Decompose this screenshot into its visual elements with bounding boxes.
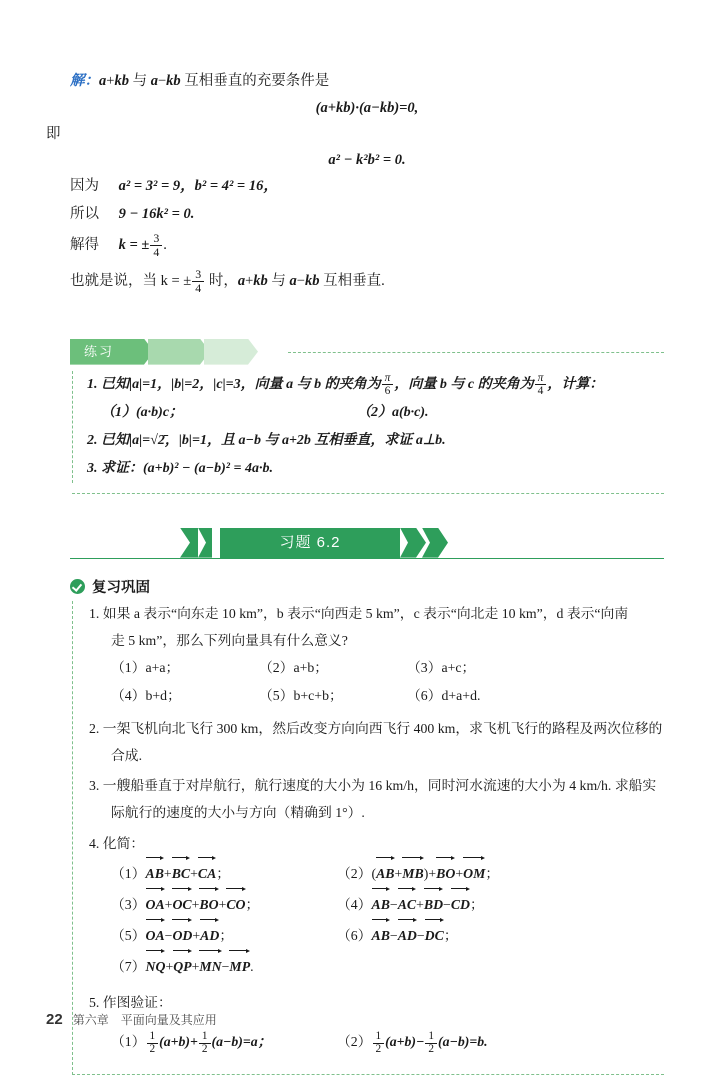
footer-chapter: 第六章 平面向量及其应用 [72,1013,217,1027]
conclusion-kb2: kb [304,272,320,289]
fraction-3-4 [150,232,162,258]
xiti-q1-option-5: （5）b+c+b； [259,688,343,704]
expr-jiede-tail: . [163,237,167,254]
q4-3-op2: + [191,897,200,913]
vector-NQ-7: NQ [146,951,166,982]
page-footer [46,1011,217,1028]
solution-block [46,68,664,301]
conclusion-plus: + [245,272,254,289]
xiti-q4-item-6 [337,920,563,951]
xiti-q1-option-3: （3）a+c； [407,660,476,676]
xiti-q4-item-3 [111,889,337,920]
q4-2-end: ； [485,866,500,882]
vector-OC-3: OC [172,889,191,920]
solution-label: 解： [70,73,99,89]
xiti-q3-line2: 际航行的速度的大小与方向（精确到 1°）. [111,805,365,821]
xiti-q4-item-7 [111,951,571,982]
xiti-q1-option-6: （6）d+a+d. [407,688,481,704]
conclusion-tail: 互相垂直. [319,272,385,289]
equation-1: (a+kb)·(a−kb)=0, [315,99,419,116]
xiti-q1-line2: 走 5 km”，那么下列向量具有什么意义? [111,632,348,648]
text-yu-1: 与 [128,73,151,89]
expr-a1: a [99,73,107,89]
q4-4-op2: + [416,897,424,913]
xiti-q3-line1: 3. 一艘船垂直于对岸航行，航行速度的大小为 16 km/h，同时河水流速的大小为 4 km/h. 求船实 [89,778,657,794]
q4-5-op2: + [192,928,201,944]
xiti-q5-item-2 [337,1021,563,1062]
q4-3-prefix: （3） [111,897,146,913]
q4-4-prefix: （4） [337,897,372,913]
line-suoyi [70,201,664,229]
line-conclusion [70,263,664,301]
xiti-q4-item-5 [111,920,337,951]
vector-MP-7: MP [229,951,250,982]
equation-2: a² − k²b² = 0. [328,152,406,169]
q4-3-end: ； [245,897,260,913]
page-number: 22 [46,1011,63,1028]
exercise-banner-label: 练习 [84,343,115,359]
conclusion-a1: a [237,272,246,289]
q4-1-op2: + [190,866,198,882]
fraction-half-3-den: 2 [373,1043,385,1056]
exercise-q1 [87,371,664,399]
q4-4-op3: − [443,897,451,913]
label-yinwei: 因为 [70,178,99,195]
vector-OA-5: OA [146,920,165,951]
fraction-pi-4 [535,372,547,397]
fraction-half-1-den: 2 [147,1043,159,1056]
expr-yinwei: a² = 3² = 9，b² = 4² = 16， [118,178,278,195]
q4-6-op2: − [416,928,425,944]
text-condition: 互相垂直的充要条件是 [180,73,330,89]
fraction-half-1 [147,1031,159,1056]
fraction-half-4-num: 1 [428,1030,435,1043]
q5-2-tail: (a−b)=b. [438,1033,488,1049]
q4-7-op3: − [221,959,230,974]
xiti-q1-option-4: （4）b+d； [111,688,181,704]
exercise-q3: 3. 求证：(a+b)² − (a−b)² = 4a·b. [87,460,273,476]
fraction-3-4-b [192,268,204,294]
op-plus-1: + [106,73,115,89]
q4-4-op1: − [389,897,398,913]
fraction-half-3 [373,1031,385,1056]
q4-2-op1: + [394,866,403,882]
q4-4-end: ； [470,897,484,913]
fraction-half-2-den: 2 [199,1043,211,1056]
solution-line-1 [70,68,664,96]
exercise-q1-pre: 1. 已知|a|=1，|b|=2，|c|=3，向量 a 与 b 的夹角为 [87,376,381,392]
q4-7-op1: + [165,959,174,974]
vector-AB-1: AB [146,858,164,889]
q4-1-end: ； [216,866,231,882]
xiti-q4-item-1 [111,858,337,889]
vector-AD-6: AD [398,920,417,951]
vector-MN-7: MN [199,951,221,982]
fraction-denominator-b: 4 [192,281,204,294]
xiti-q2-line1: 2. 一架飞机向北飞行 300 km，然后改变方向向西飞行 400 km，求飞机飞行的路程及两次位移的 [89,720,663,736]
conclusion-kb1: kb [253,272,268,289]
expr-jiede-k: k = ± [118,237,150,254]
vector-BO-3: BO [199,889,218,920]
exercise-q1-option-1: （1）(a·b)c； [101,404,184,420]
q5-2-mid: (a+b)− [385,1033,425,1049]
exercise-q1-mid: ，向量 b 与 c 的夹角为 [394,376,534,392]
xiti-banner-label: 习题 6.2 [279,533,341,551]
xiti-q5-head: 5. 作图验证： [89,994,172,1010]
exercise-q1-option-2: （2）a(b·c). [357,404,429,420]
q4-7-end: . [250,959,254,974]
op-minus-1: − [157,73,167,89]
line-yinwei [70,173,664,201]
vector-QP-7: QP [173,951,191,982]
conclusion-minus: − [296,272,305,289]
conclusion-pre: 也就是说，当 k = ± [70,272,192,289]
xiti-q4-row3 [89,920,664,951]
xiti-q2-line2: 合成. [111,747,143,763]
fraction-numerator: 3 [153,231,160,246]
xiti-q4-item-2 [337,858,563,889]
label-suoyi: 所以 [70,205,99,222]
q4-7-op2: + [191,959,200,974]
vector-AB-2: AB [376,858,394,889]
xiti-chevron-right-1 [400,528,426,558]
section-header [70,576,664,597]
xiti-banner [70,528,664,558]
conclusion-yu: 与 [267,272,290,289]
conclusion-a2: a [289,272,297,289]
vector-BC-1: BC [172,858,190,889]
vector-OD-5: OD [172,920,192,951]
fraction-half-2 [199,1031,211,1056]
section-title: 复习巩固 [92,579,150,596]
vector-OM-2: OM [463,858,485,889]
xiti-q4-row4 [89,951,664,982]
q4-3-op3: + [218,897,227,913]
xiti-q4-row1 [89,858,664,889]
banner-shape [70,339,280,365]
q5-2-prefix: （2） [337,1033,372,1049]
q4-5-end: ； [219,928,234,944]
fraction-pi-4-den: 4 [535,384,547,397]
expr-kb1: kb [114,73,129,89]
q4-6-prefix: （6） [337,928,372,944]
fraction-half-2-num: 1 [201,1030,208,1043]
vector-CA-1: CA [198,858,216,889]
vector-BO-2: BO [436,858,455,889]
text-ji: 即 [46,125,61,142]
fraction-pi-6-num: π [384,371,391,384]
vector-MB-2: MB [402,858,423,889]
xiti-banner-underline [70,558,664,559]
label-jiede: 解得 [70,237,99,254]
xiti-q4-head: 4. 化简： [89,836,145,852]
fraction-denominator: 4 [150,245,162,258]
q4-6-op1: − [389,928,398,944]
banner-segment-3 [204,339,258,365]
check-circle-icon [70,579,85,594]
banner-dashed-rule [288,352,664,353]
xiti-question-list [72,601,664,1075]
q4-2-prefix: （2）( [337,866,377,882]
xiti-q1-option-2: （2）a+b； [259,660,329,676]
vector-AC-4: AC [398,889,416,920]
q5-1-tail: (a−b)=a； [211,1033,272,1049]
fraction-half-1-num: 1 [149,1030,156,1043]
fraction-pi-4-num: π [537,371,544,384]
vector-OA-3: OA [146,889,165,920]
exercise-q1-options [87,399,664,427]
exercise-banner [70,339,664,365]
vector-AB-4: AB [372,889,390,920]
xiti-q4-item-4 [337,889,563,920]
q4-5-op1: − [164,928,173,944]
q4-1-prefix: （1） [111,866,146,882]
exercise-list [72,371,664,483]
q5-1-prefix: （1） [111,1033,146,1049]
q5-1-mid: (a+b)+ [159,1033,198,1049]
conclusion-mid: 时， [205,272,238,289]
banner-segment-2 [148,339,210,365]
vector-BD-4: BD [424,889,443,920]
vector-AD-5: AD [200,920,219,951]
exercise-q2: 2. 已知|a|=√2̄，|b|=1，且 a−b 与 a+2b 互相垂直，求证 a⊥b. [87,432,446,448]
q4-7-prefix: （7） [111,959,146,974]
fraction-numerator-b: 3 [195,267,202,282]
fraction-pi-6-den: 6 [382,384,394,397]
expr-suoyi: 9 − 16k² = 0. [118,205,195,222]
vector-DC-6: DC [425,920,444,951]
exercise-q1-tail: ，计算： [547,376,604,392]
xiti-q1-options-row1 [89,654,664,682]
q4-5-prefix: （5） [111,928,146,944]
q4-6-end: ； [443,928,458,944]
fraction-half-4 [425,1031,437,1056]
expr-a2: a [150,73,158,89]
line-jiede [70,228,664,263]
xiti-q4-row2 [89,889,664,920]
fraction-half-4-den: 2 [425,1043,437,1056]
vector-CD-4: CD [451,889,470,920]
q4-3-op1: + [164,897,173,913]
q4-1-op1: + [163,866,172,882]
xiti-q1-options-row2 [89,682,664,710]
fraction-half-3-num: 1 [375,1030,382,1043]
xiti-q1-option-1: （1）a+a； [111,660,180,676]
q4-2-mid: )+ [423,866,437,882]
vector-AB-6: AB [372,920,390,951]
fraction-pi-6 [382,372,394,397]
expr-kb2: kb [166,73,181,89]
xiti-q1-line1: 1. 如果 a 表示“向东走 10 km”，b 表示“向西走 5 km”，c 表示“向北走 10 km”，d 表示“向南 [89,605,629,621]
vector-CO-3: CO [226,889,245,920]
exercise-bottom-rule [72,493,664,494]
q4-2-op2: + [455,866,464,882]
